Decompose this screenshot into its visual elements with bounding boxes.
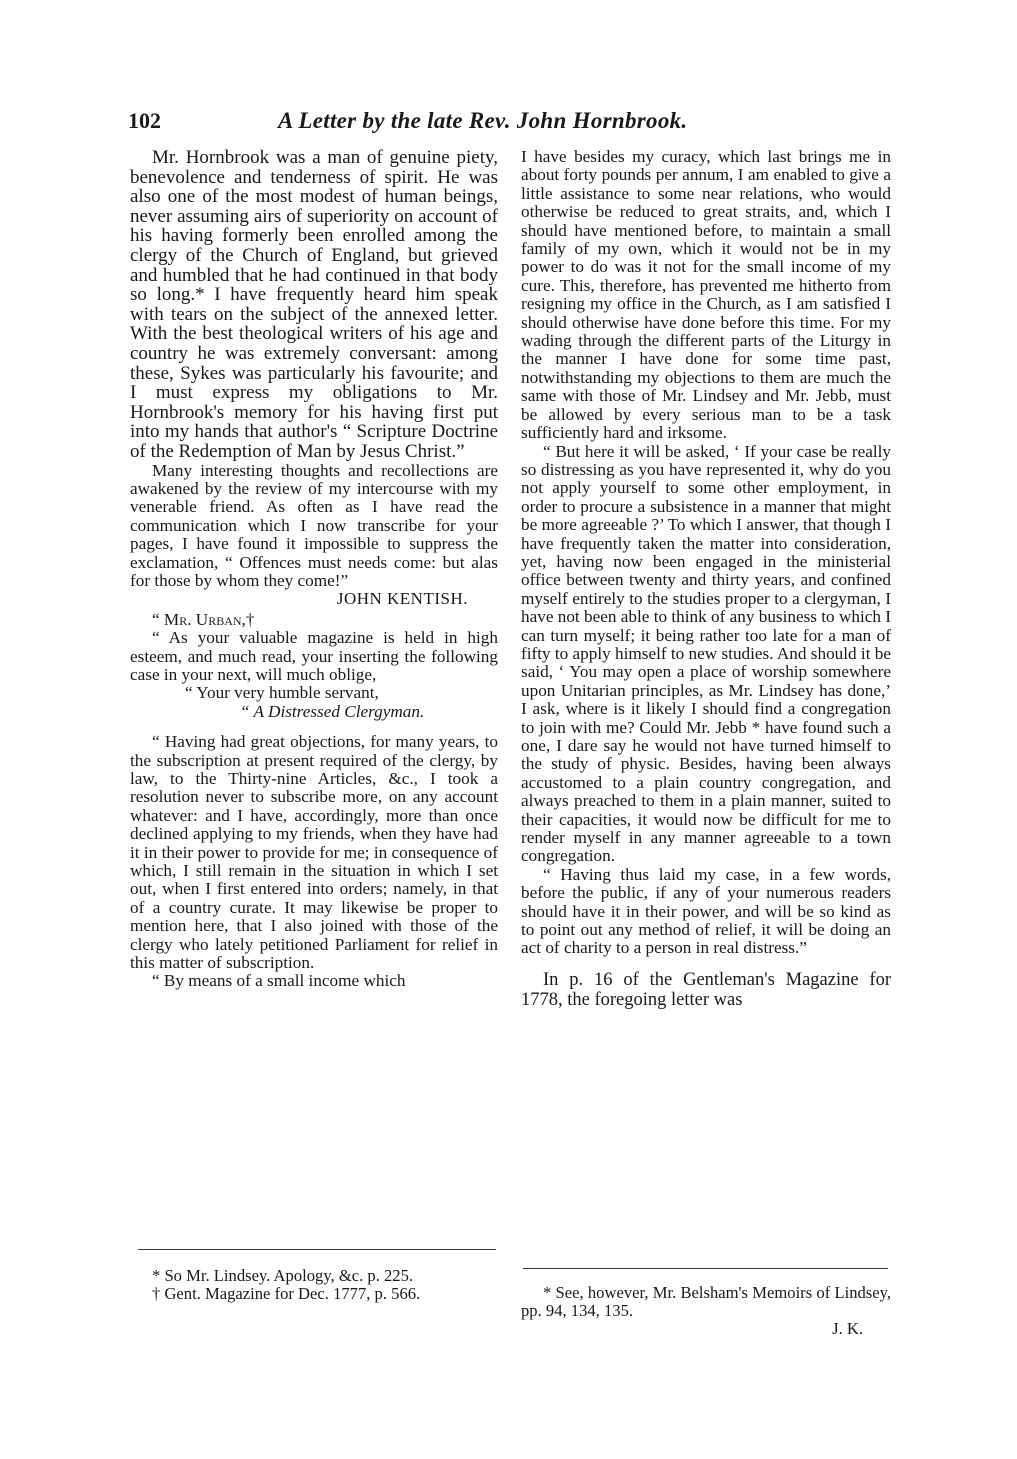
left-column: [130, 148, 498, 991]
paragraph: Many interesting thoughts and recollections are awakened by the review of my intercourse with my venerable friend. As often as I have read the communication which I now transcribe for your pages, I have found it impossible to suppress the exclamation, “ Offences must needs come: but alas for those by whom they come!”: [130, 460, 498, 590]
page-number: 102: [128, 108, 161, 133]
letter-closing: “ Your very humble servant,: [185, 683, 379, 703]
paragraph: “ Having had great objections, for many years, to the subscription at present required of the clergy, by law, to the Thirty-nine Articles, &c., I took a resolution never to subscribe more, on any account whatever: and I have, accordingly, more than once declined applying to my friends, when they have had it in their power to provide for me; in consequence of which, I still remain in the situation in which I set out, when I first entered into orders; namely, in that of a country curate. It may likewise be proper to mention here, that I also joined with those of the clergy who lately petitioned Parliament for relief in this matter of subscription.: [130, 732, 498, 973]
running-title: A Letter by the late Rev. John Hornbrook.: [278, 108, 688, 133]
right-column: [521, 148, 891, 1010]
footnote: * So Mr. Lindsey. Apology, &c. p. 225.: [152, 1266, 414, 1285]
paragraph: In p. 16 of the Gentleman's Magazine for 1778, the foregoing letter was: [521, 969, 891, 1010]
paragraph: “ Having thus laid my case, in a few words, before the public, if any of your numerous readers should have it in their power, and will be so kind as to point out any method of relief, it will be doing an act of charity to a person in real distress.”: [521, 864, 891, 958]
footnote-initials: J. K.: [832, 1319, 863, 1338]
author-signature: JOHN KENTISH.: [336, 589, 468, 609]
footnote-divider: [523, 1268, 888, 1269]
page-header: [128, 108, 888, 142]
paragraph: “ By means of a small income which: [152, 971, 406, 991]
footnote: * See, however, Mr. Belsham's Memoirs of Lindsey, pp. 94, 134, 135.: [521, 1283, 891, 1320]
letter-salutation: “ Mr. Urban,†: [152, 609, 255, 629]
footnotes-right: [521, 1284, 891, 1338]
paragraph: I have besides my curacy, which last brings me in about forty pounds per annum, I am enabled to give a little assistance to some near relations, who would otherwise be reduced to great straits, and, which I should have mentioned before, to maintain a small family of my own, which it would not be in my power to do was it not for the small income of my cure. This, therefore, has prevented me hitherto from resigning my office in the Church, as I am satisfied I should otherwise have done before this time. For my wading through the different parts of the Liturgy in the manner I have done for some time past, notwithstanding my objections to them are much the same with those of Mr. Lindsey and Mr. Jebb, must be allowed by every serious man to be a task sufficiently hard and irksome.: [521, 147, 891, 443]
footnote-divider: [138, 1249, 496, 1250]
paragraph: “ As your valuable magazine is held in high esteem, and much read, your inserting the following case in your next, will much oblige,: [130, 628, 498, 684]
paragraph: “ But here it will be asked, ‘ If your case be really so distressing as you have represented it, why do you not apply yourself to some other employment, in order to procure a subsistence in a manner that might be more agreeable ?’ To which I answer, that though I have frequently taken the matter into consideration, yet, having now been engaged in the ministerial office between twenty and thirty years, and confined myself entirely to the studies proper to a clergyman, I have not been able to think of any business to which I can turn myself; it being rather too late for a man of fifty to apply himself to new studies. And should it be said, ‘ You may open a place of worship somewhere upon Unitarian principles, as Mr. Lindsey has done,’ I ask, where is it likely I should find a congregation to join with me? Could Mr. Jebb * have found such a one, I dare say he would not have turned himself to the study of physic. Besides, having been always accustomed to a plain country congregation, and always preached to them in a plain manner, suited to their capacities, it would now be difficult for me to render myself in any manner agreeable to a town congregation.: [521, 441, 891, 866]
footnote: † Gent. Magazine for Dec. 1777, p. 566.: [152, 1284, 421, 1303]
letter-signature: “ A Distressed Clergyman.: [240, 701, 425, 721]
footnotes-left: [130, 1267, 498, 1303]
paragraph: Mr. Hornbrook was a man of genuine piety, benevolence and tenderness of spirit. He was also one of the most modest of human beings, never assuming airs of superiority on account of his having formerly been enrolled among the clergy of the Church of England, but grieved and humbled that he had continued in that body so long.* I have frequently heard him speak with tears on the subject of the annexed letter. With the best theological writers of his age and country he was extremely conversant: among these, Sykes was particularly his favourite; and I must express my obligations to Mr. Hornbrook's memory for his having first put into my hands that author's “ Scripture Doctrine of the Redemption of Man by Jesus Christ.”: [130, 147, 498, 462]
